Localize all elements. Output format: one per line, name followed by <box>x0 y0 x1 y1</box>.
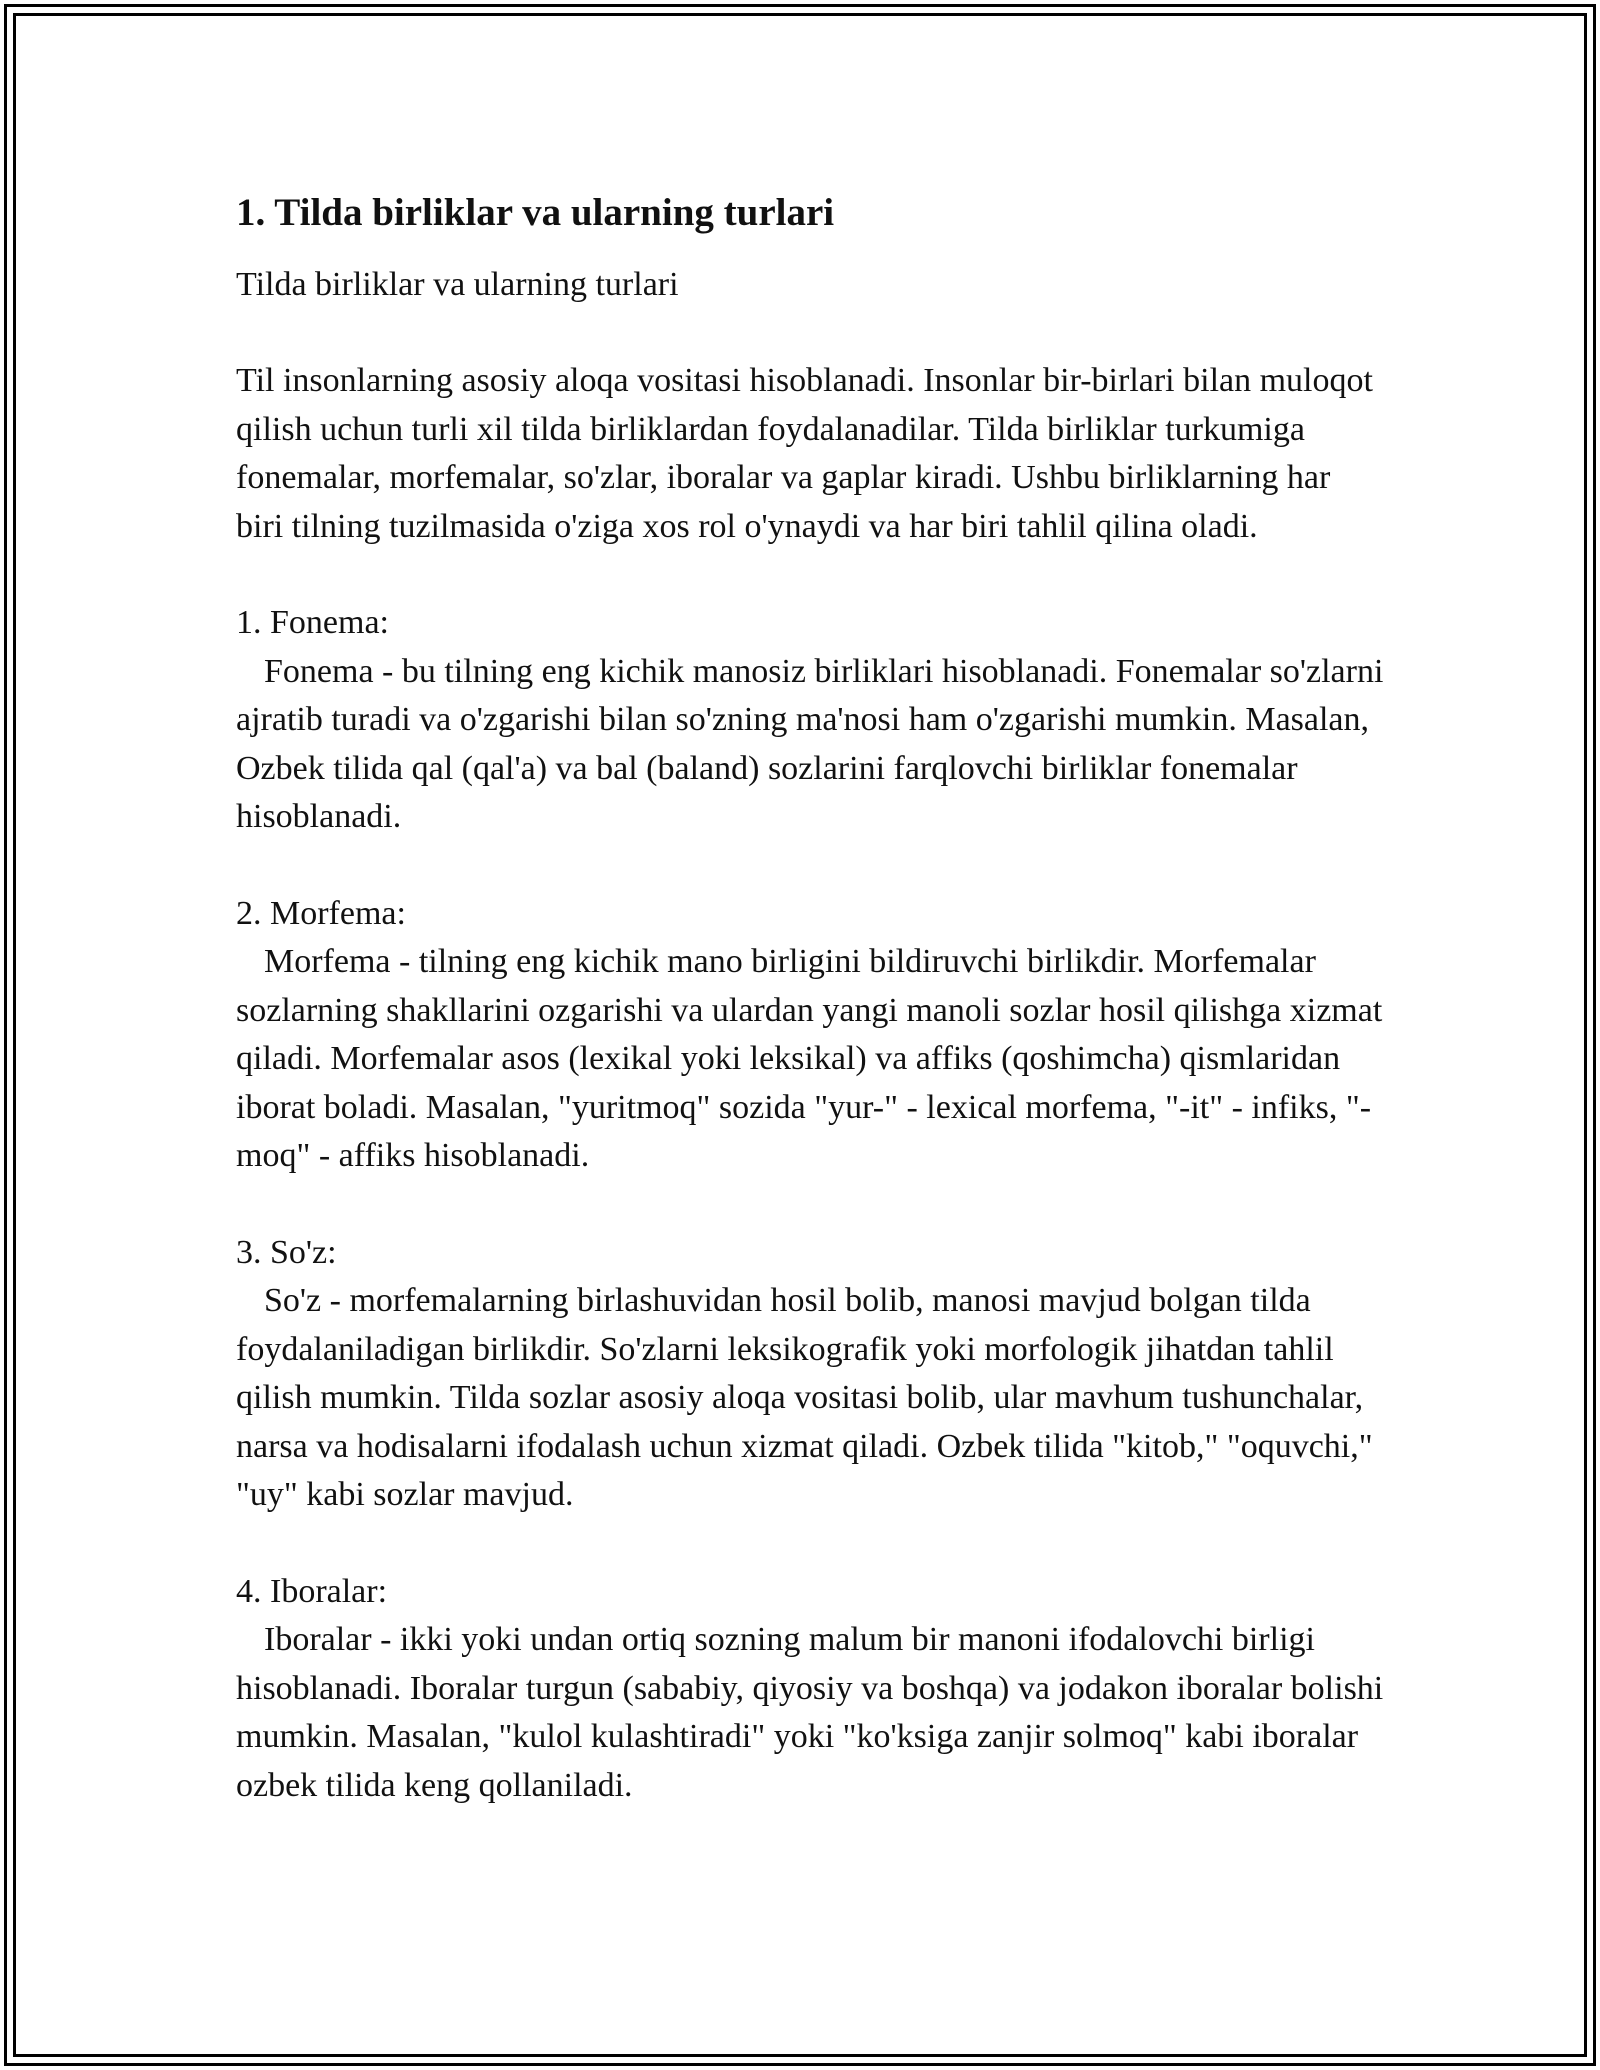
document-content <box>236 185 1386 1810</box>
document-subtitle: Tilda birliklar va ularning turlari <box>236 266 679 303</box>
section-heading: 2. Morfema: <box>236 894 406 932</box>
section-iboralar <box>236 1568 1386 1811</box>
section-morfema <box>236 890 1386 1181</box>
section-heading: 3. So'z: <box>236 1233 337 1271</box>
section-heading: 1. Fonema: <box>236 604 389 641</box>
intro-paragraph: Til insonlarning asosiy aloqa vositasi hisoblanadi. Insonlar bir-birlari bilan muloqot qilish uchun turli xil tilda birliklardan foydalanadilar. Tilda birliklar turkumiga fonemalar, morfemalar, so'zlar, iboralar va gaplar kiradi. Ushbu birliklarning har biri tilning tuzilmasida o'ziga xos rol o'ynaydi va har biri tahlil qilina oladi. <box>236 362 1373 545</box>
section-soz <box>236 1229 1386 1520</box>
section-fonema <box>236 599 1386 842</box>
document-title: 1. Tilda birliklar va ularning turlari <box>236 191 835 234</box>
section-heading: 4. Iboralar: <box>236 1572 388 1610</box>
section-body: So'z - morfemalarning birlashuvidan hosil bolib, manosi mavjud bolgan tilda foydalaniladigan birlikdir. So'zlarni leksikografik yoki morfologik jihatdan tahlil qilish mumkin. Tilda sozlar asosiy aloqa vositasi bolib, ular mavhum tushunchalar, narsa va hodisalarni ifodalash uchun xizmat qiladi. Ozbek tilida "kitob," "oquvchi," "uy" kabi sozlar mavjud. <box>236 1282 1373 1513</box>
section-body: Fonema - bu tilning eng kichik manosiz birliklari hisoblanadi. Fonemalar so'zlarni ajratib turadi va o'zgarishi bilan so'zning ma'nosi ham o'zgarishi mumkin. Masalan, Ozbek tilida qal (qal'a) va bal (baland) sozlarini farqlovchi birliklar fonemalar hisoblanadi. <box>236 652 1384 835</box>
section-body: Morfema - tilning eng kichik mano birligini bildiruvchi birlikdir. Morfemalar sozlarning shakllarini ozgarishi va ulardan yangi manoli sozlar hosil qilishga xizmat qiladi. Morfemalar asos (lexikal yoki leksikal) va affiks (qoshimcha) qismlaridan iborat boladi. Masalan, "yuritmoq" sozida "yur-" - lexical morfema, "-it" - infiks, "-moq" - affiks hisoblanadi. <box>236 943 1383 1174</box>
section-body: Iboralar - ikki yoki undan ortiq sozning malum bir manoni ifodalovchi birligi hisoblanadi. Iboralar turgun (sababiy, qiyosiy va boshqa) va jodakon iboralar bolishi mumkin. Masalan, "kulol kulashtiradi" yoki "ko'ksiga zanjir solmoq" kabi iboralar ozbek tilida keng qollaniladi. <box>236 1621 1384 1804</box>
